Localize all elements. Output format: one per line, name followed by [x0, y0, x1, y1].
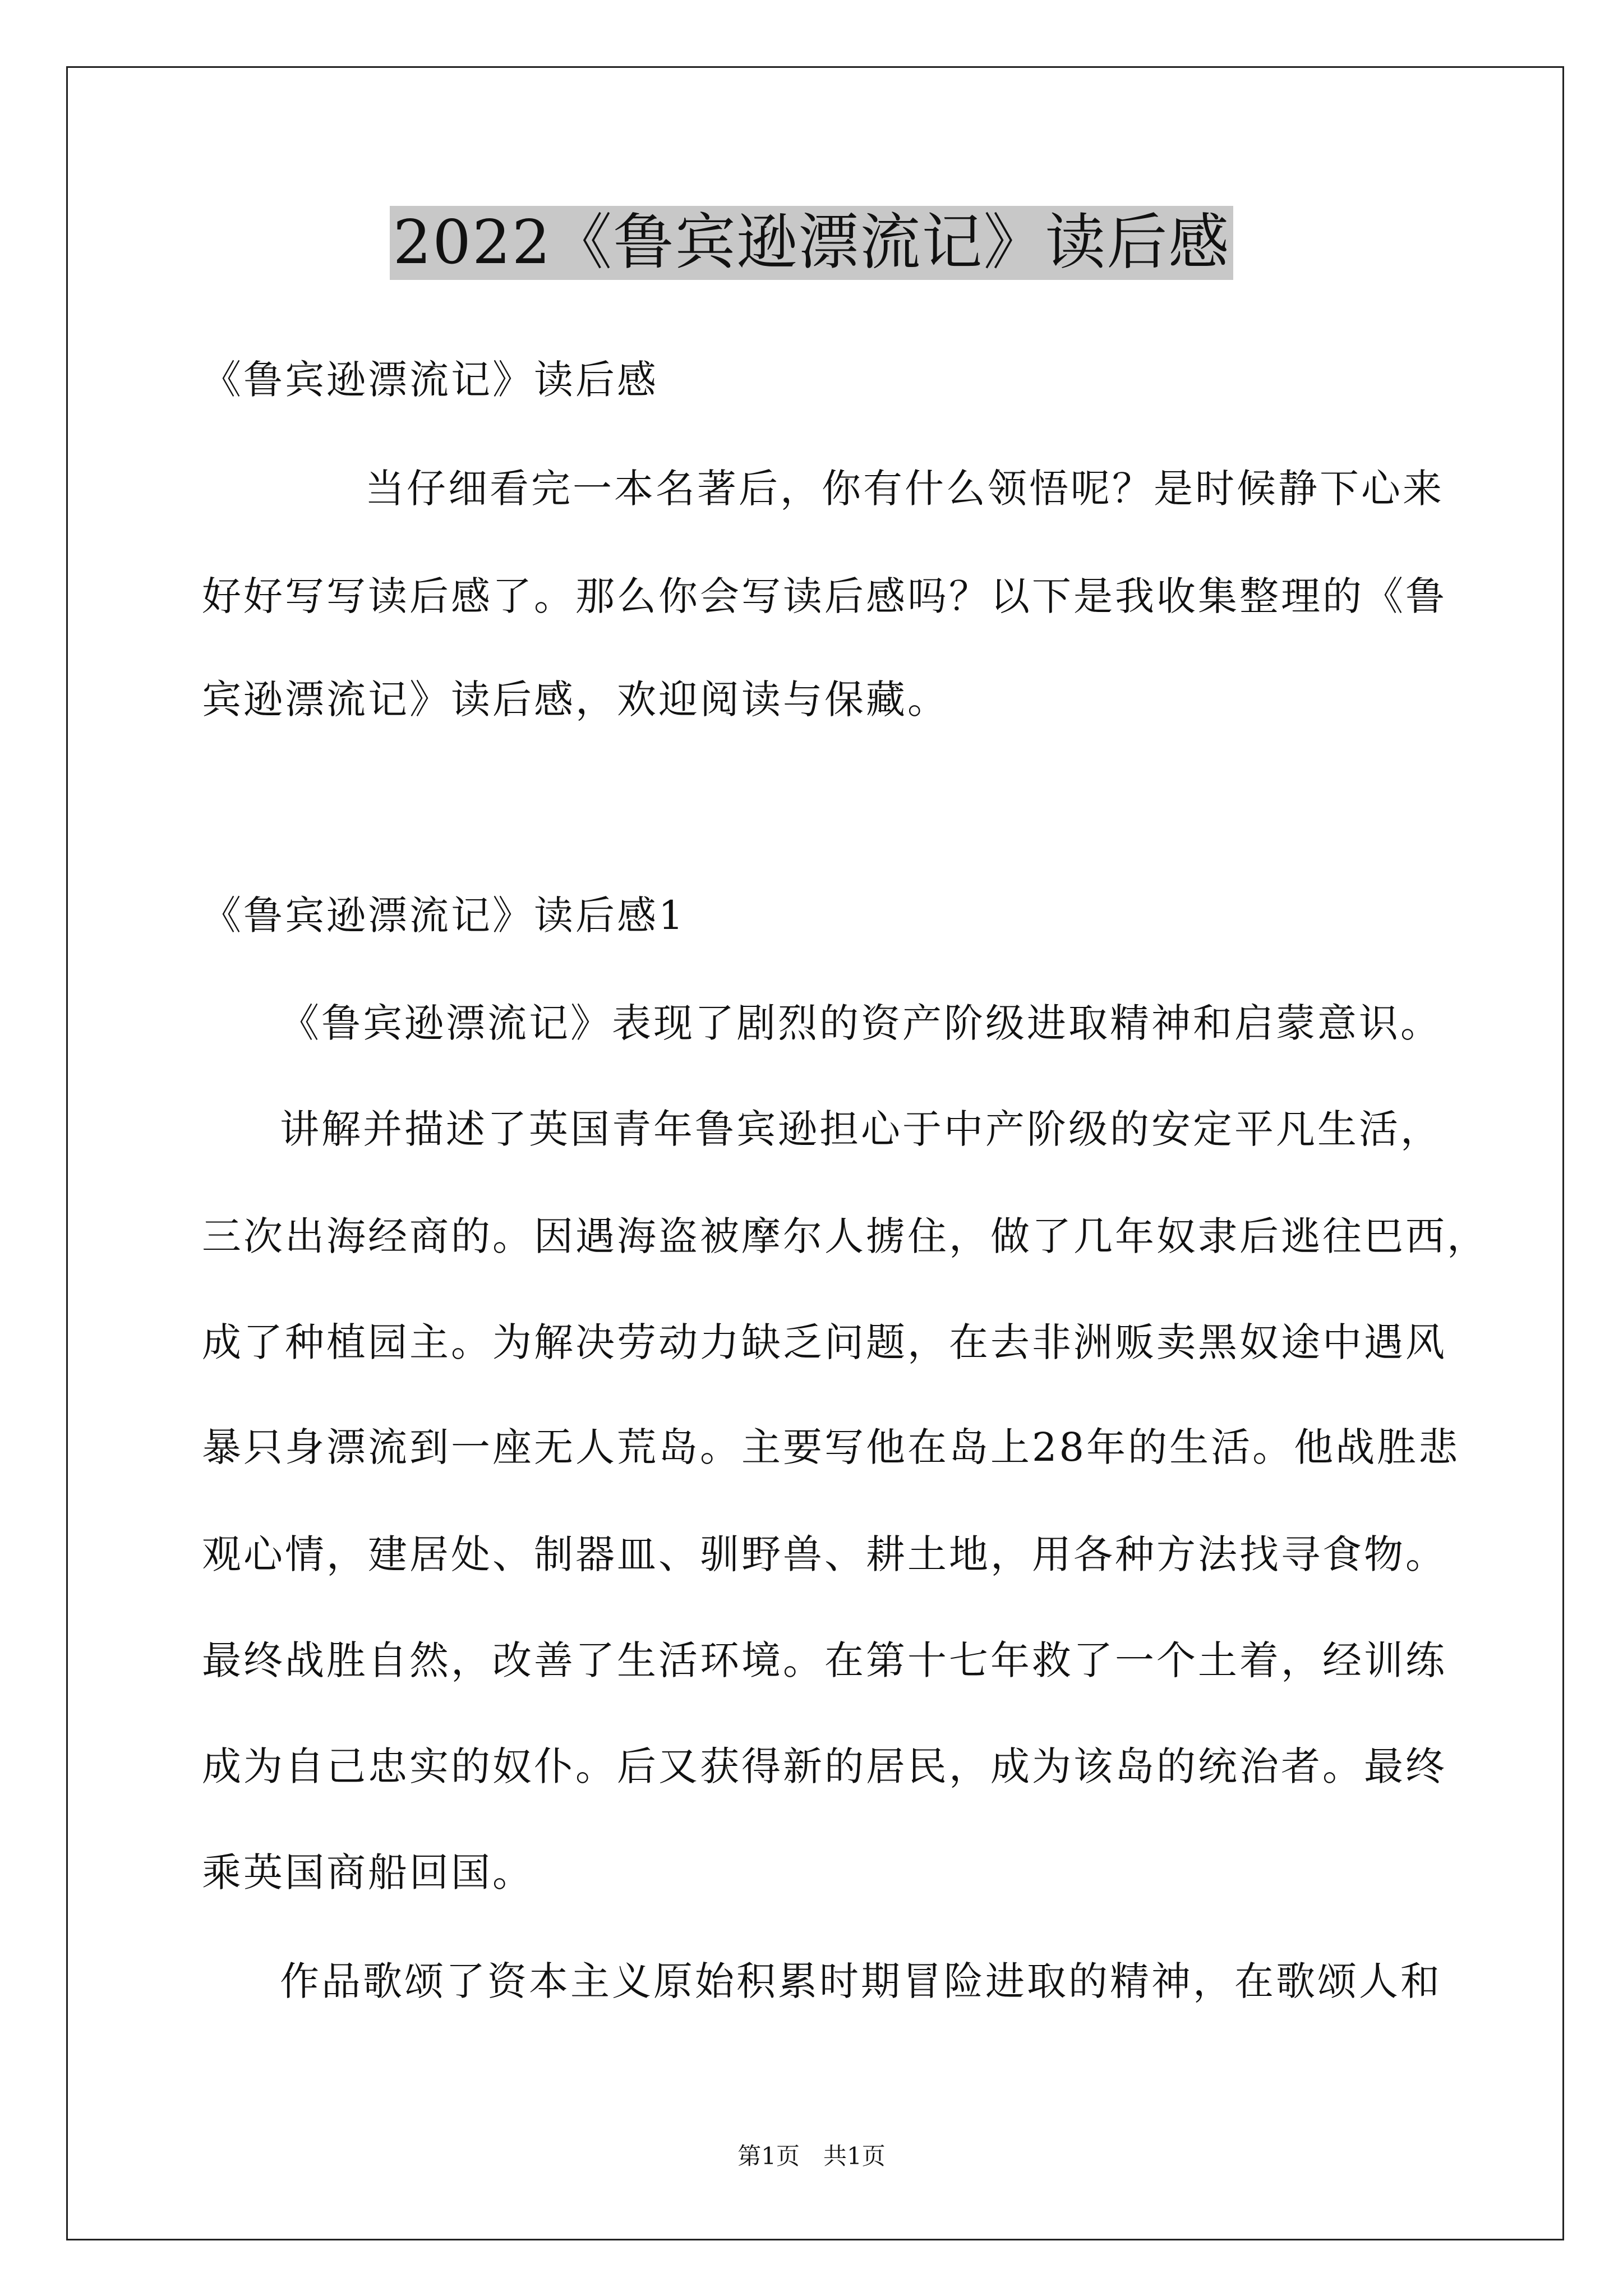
body-line: 三次出海经商的。因遇海盗被摩尔人掳住，做了几年奴隶后逃往巴西，: [202, 1213, 1488, 1259]
body-line: 观心情，建居处、制器皿、驯野兽、耕土地，用各种方法找寻食物。: [202, 1531, 1447, 1577]
page-footer: 第1页 共1页: [737, 2142, 886, 2170]
body-line: 成为自己忠实的奴仆。后又获得新的居民，成为该岛的统治者。最终: [202, 1743, 1447, 1789]
body-line: 成了种植园主。为解决劳动力缺乏问题，在去非洲贩卖黑奴途中遇风: [202, 1319, 1447, 1365]
title-container: [0, 206, 1623, 280]
section-heading: 《鲁宾逊漂流记》读后感1: [202, 892, 686, 938]
intro-line: 当仔细看完一本名著后，你有什么领悟呢？是时候静下心来: [365, 466, 1444, 512]
body-line: 暴只身漂流到一座无人荒岛。主要写他在岛上28年的生活。他战胜悲: [202, 1424, 1460, 1470]
body-line: 《鲁宾逊漂流记》表现了剧烈的资产阶级进取精神和启蒙意识。: [280, 1000, 1442, 1046]
subtitle: 《鲁宾逊漂流记》读后感: [202, 357, 658, 403]
intro-line: 好好写写读后感了。那么你会写读后感吗？以下是我收集整理的《鲁: [202, 573, 1447, 619]
document-title: 2022《鲁宾逊漂流记》读后感: [390, 206, 1234, 280]
body-line: 最终战胜自然，改善了生活环境。在第十七年救了一个土着，经训练: [202, 1637, 1447, 1683]
body-line: 讲解并描述了英国青年鲁宾逊担心于中产阶级的安定平凡生活，: [280, 1106, 1442, 1152]
body-line: 乘英国商船回国。: [202, 1849, 534, 1895]
intro-line: 宾逊漂流记》读后感，欢迎阅读与保藏。: [202, 677, 949, 723]
body-line: 作品歌颂了资本主义原始积累时期冒险进取的精神，在歌颂人和: [280, 1958, 1442, 2004]
